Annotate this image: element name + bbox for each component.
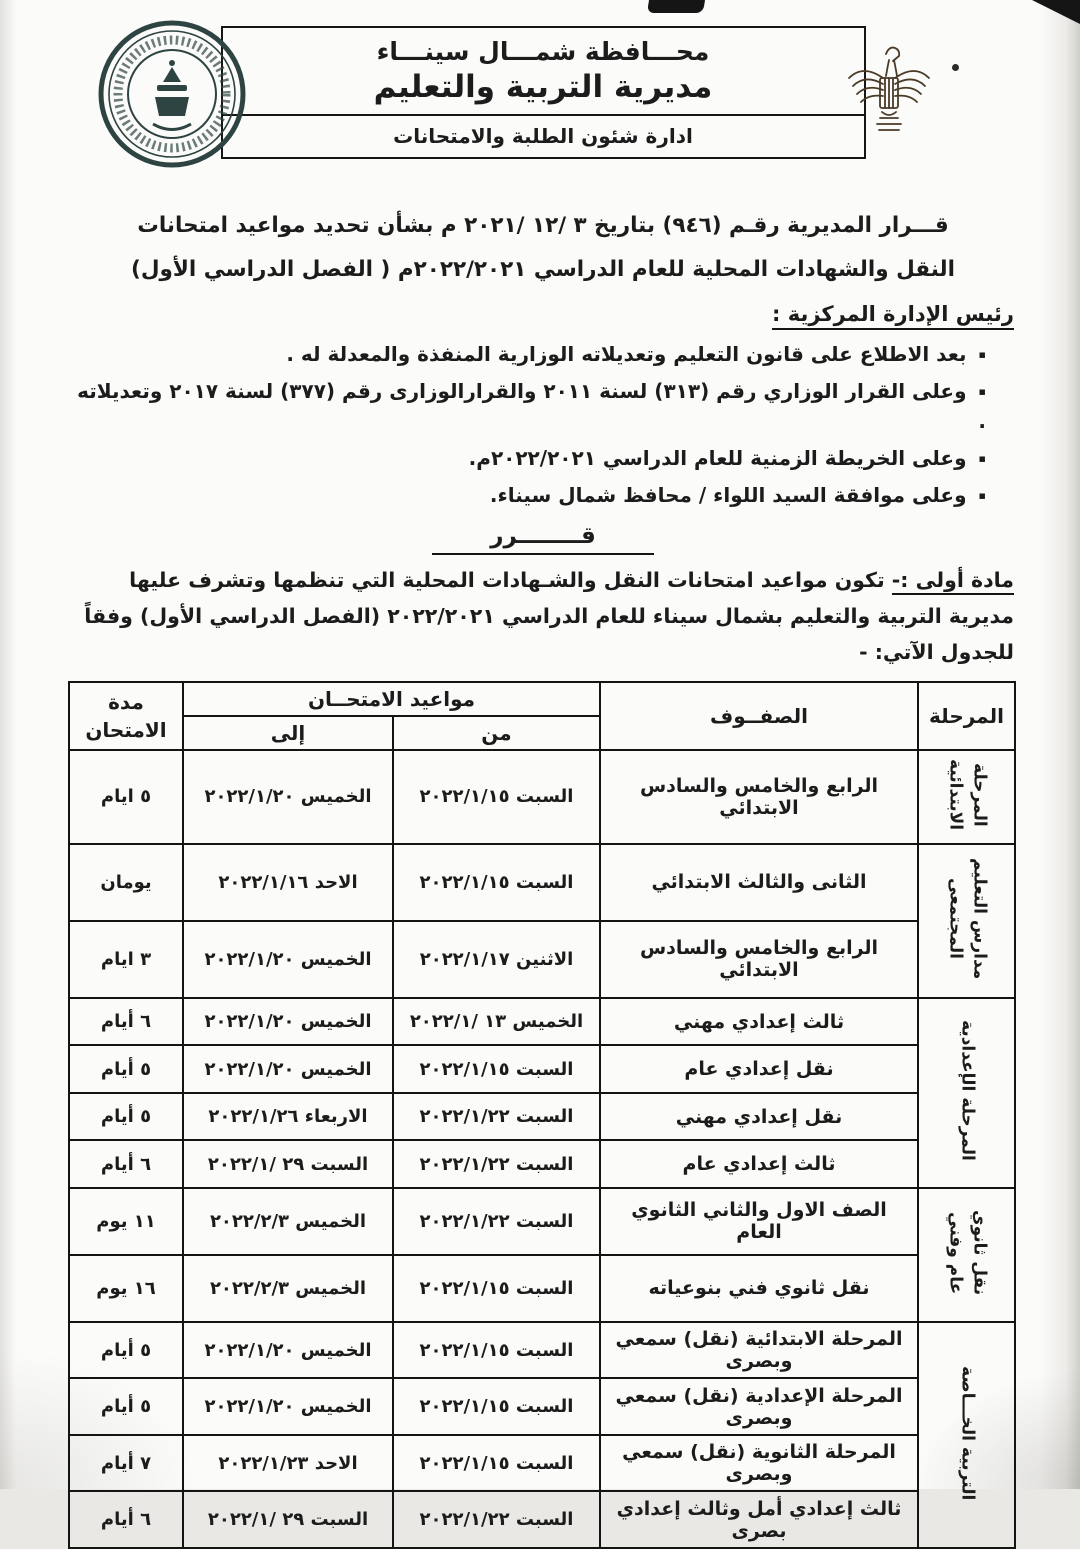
duration-cell: يومان — [69, 844, 183, 921]
schedule-row — [69, 1255, 1015, 1322]
stage-cell — [918, 998, 1015, 1188]
stage-label: التربية الخـــاصة — [957, 1365, 978, 1500]
grades-cell: المرحلة الثانوية (نقل) سمعي وبصرى — [600, 1435, 918, 1492]
schedule-row — [69, 1322, 1015, 1379]
authority-heading: رئيس الإدارة المركزية : — [72, 302, 1014, 326]
from-date-cell: السبت ٢٠٢٢/١/١٥ — [393, 1435, 600, 1492]
directorate-name: مديرية التربية والتعليم — [373, 69, 713, 105]
square-bullet-icon: ▪ — [978, 385, 986, 399]
to-date-cell: الاحد ٢٠٢٢/١/١٦ — [183, 844, 393, 921]
schedule-body — [69, 750, 1015, 1548]
grades-cell: نقل ثانوي فني بنوعياته — [600, 1255, 918, 1322]
stage-cell — [918, 844, 1015, 998]
duration-cell: ١١ يوم — [69, 1188, 183, 1255]
schedule-row — [69, 750, 1015, 844]
schedule-row — [69, 1045, 1015, 1093]
stage-label: مدارس التعليم المجتمعى — [945, 858, 990, 980]
schedule-row — [69, 1140, 1015, 1188]
directorate-seal-icon — [96, 18, 248, 170]
stage-cell — [918, 750, 1015, 844]
from-date-cell: الاثنين ٢٠٢٢/١/١٧ — [393, 921, 600, 998]
scan-artifact — [952, 64, 959, 71]
decree-line-2: النقل والشهادات المحلية للعام الدراسي ٢٠٢٢/٢٠٢١م ( الفصل الدراسي الأول) — [131, 257, 955, 283]
governorate-name: محـــافظة شمـــال سينـــاء — [376, 37, 710, 66]
stage-label: المرحلة الإعدادية — [957, 1020, 978, 1162]
to-date-cell: الخميس ٢٠٢٢/٢/٣ — [183, 1255, 393, 1322]
grades-cell: نقل إعدادي مهني — [600, 1093, 918, 1141]
header-duration: مدة الامتحان — [69, 682, 183, 750]
duration-cell: ٦ أيام — [69, 1491, 183, 1548]
schedule-row — [69, 1188, 1015, 1255]
schedule-row — [69, 1435, 1015, 1492]
from-date-cell: السبت ٢٠٢٢/١/١٥ — [393, 1255, 600, 1322]
from-date-cell: السبت ٢٠٢٢/١/١٥ — [393, 1378, 600, 1435]
article-one-label: مادة أولى :- — [892, 568, 1014, 595]
duration-cell: ٥ أيام — [69, 1378, 183, 1435]
grades-cell: المرحلة الإعدادية (نقل) سمعي وبصرى — [600, 1378, 918, 1435]
decision-word: قــــــــرر — [70, 523, 1016, 555]
duration-cell: ٥ أيام — [69, 1093, 183, 1141]
preamble-list — [70, 330, 1016, 510]
square-bullet-icon: ▪ — [978, 489, 986, 503]
to-date-cell: الاربعاء ٢٠٢٢/١/٢٦ — [183, 1093, 393, 1141]
header-to: إلى — [183, 716, 393, 750]
schedule-header — [69, 682, 1015, 750]
from-date-cell: السبت ٢٠٢٢/١/٢٢ — [393, 1188, 600, 1255]
to-date-cell: الخميس ٢٠٢٢/١/٢٠ — [183, 921, 393, 998]
stage-label: نقل ثانوي عام وفني — [945, 1210, 990, 1296]
duration-cell: ٦ أيام — [69, 998, 183, 1046]
from-date-cell: السبت ٢٠٢٢/١/٢٢ — [393, 1093, 600, 1141]
from-date-cell: السبت ٢٠٢٢/١/١٥ — [393, 844, 600, 921]
article-one-paragraph — [72, 563, 1014, 671]
eagle-emblem-icon — [838, 40, 940, 152]
decree-title — [70, 204, 1016, 292]
stage-cell — [918, 1322, 1015, 1548]
to-date-cell: الخميس ٢٠٢٢/١/٢٠ — [183, 998, 393, 1046]
from-date-cell: السبت ٢٠٢٢/١/٢٢ — [393, 1140, 600, 1188]
exam-schedule-table — [68, 681, 1016, 1549]
grades-cell: الرابع والخامس والسادس الابتدائي — [600, 750, 918, 844]
stage-cell — [918, 1188, 1015, 1322]
from-date-cell: السبت ٢٠٢٢/١/١٥ — [393, 1322, 600, 1379]
from-date-cell: السبت ٢٠٢٢/١/٢٢ — [393, 1491, 600, 1548]
from-date-cell: السبت ٢٠٢٢/١/١٥ — [393, 750, 600, 844]
to-date-cell: الخميس ٢٠٢٢/١/٢٠ — [183, 1378, 393, 1435]
duration-cell: ١٦ يوم — [69, 1255, 183, 1322]
duration-cell: ٦ أيام — [69, 1140, 183, 1188]
square-bullet-icon: ▪ — [978, 348, 986, 362]
duration-cell: ٥ أيام — [69, 1322, 183, 1379]
grades-cell: ثالث إعدادي أمل وثالث إعدادي بصرى — [600, 1491, 918, 1548]
department-name: ادارة شئون الطلبة والامتحانات — [223, 114, 864, 157]
schedule-row — [69, 1093, 1015, 1141]
from-date-cell: الخميس ١٣ /٢٠٢٢/١ — [393, 998, 600, 1046]
grades-cell: ثالث إعدادي مهني — [600, 998, 918, 1046]
from-date-cell: السبت ٢٠٢٢/١/١٥ — [393, 1045, 600, 1093]
scan-artifact — [647, 0, 705, 13]
document-header — [70, 26, 1016, 196]
duration-cell: ٥ أيام — [69, 1045, 183, 1093]
schedule-row — [69, 998, 1015, 1046]
header-from: من — [393, 716, 600, 750]
grades-cell: الصف الاول والثاني الثانوي العام — [600, 1188, 918, 1255]
schedule-row — [69, 1378, 1015, 1435]
header-stage: المرحلة — [918, 682, 1015, 750]
schedule-row — [69, 921, 1015, 998]
to-date-cell: السبت ٢٩ /٢٠٢٢/١ — [183, 1140, 393, 1188]
square-bullet-icon: ▪ — [978, 452, 986, 466]
to-date-cell: الخميس ٢٠٢٢/١/٢٠ — [183, 750, 393, 844]
schedule-row — [69, 844, 1015, 921]
duration-cell: ٥ ايام — [69, 750, 183, 844]
header-exam-dates: مواعيد الامتحــان — [183, 682, 600, 716]
schedule-row — [69, 1491, 1015, 1548]
duration-cell: ٣ ايام — [69, 921, 183, 998]
preamble-item: ▪وعلى الخريطة الزمنية للعام الدراسي ٢٠٢٢/٢٠٢١م. — [468, 446, 986, 471]
to-date-cell: الخميس ٢٠٢٢/١/٢٠ — [183, 1322, 393, 1379]
decree-line-1: قـــرار المديرية رقـم (٩٤٦) بتاريخ ٣ /١٢ /٢٠٢١ م بشأن تحديد مواعيد امتحانات — [137, 213, 949, 238]
grades-cell: نقل إعدادي عام — [600, 1045, 918, 1093]
scan-artifact — [1032, 0, 1080, 24]
preamble-item: ▪وعلى القرار الوزاري رقم (٣١٣) لسنة ٢٠١١ والقرارالوزارى رقم (٣٧٧) لسنة ٢٠١٧ وتعديلاته . — [77, 379, 986, 434]
grades-cell: الرابع والخامس والسادس الابتدائي — [600, 921, 918, 998]
header-title-box — [221, 26, 866, 159]
duration-cell: ٧ أيام — [69, 1435, 183, 1492]
to-date-cell: الاحد ٢٠٢٢/١/٢٣ — [183, 1435, 393, 1492]
grades-cell: ثالث إعدادي عام — [600, 1140, 918, 1188]
to-date-cell: الخميس ٢٠٢٢/٢/٣ — [183, 1188, 393, 1255]
to-date-cell: السبت ٢٩ /٢٠٢٢/١ — [183, 1491, 393, 1548]
preamble-item: ▪بعد الاطلاع على قانون التعليم وتعديلاته الوزارية المنفذة والمعدلة له . — [286, 342, 986, 367]
preamble-item: ▪وعلى موافقة السيد اللواء / محافظ شمال سيناء. — [489, 483, 986, 508]
grades-cell: الثانى والثالث الابتدائي — [600, 844, 918, 921]
to-date-cell: الخميس ٢٠٢٢/١/٢٠ — [183, 1045, 393, 1093]
header-grades: الصفــوف — [600, 682, 918, 750]
article-one-text: تكون مواعيد امتحانات النقل والشـهادات المحلية التي تنظمها وتشرف عليها مديرية التربية والتعليم بشمال سيناء للعام الدراسي ٢٠٢٢/٢٠٢١ (الفصل الدراسي الأول) وفقاً للجدول الآتي: - — [84, 568, 1014, 664]
grades-cell: المرحلة الابتدائية (نقل) سمعي وبصرى — [600, 1322, 918, 1379]
stage-label: المرحلة الابتدائية — [945, 759, 990, 831]
